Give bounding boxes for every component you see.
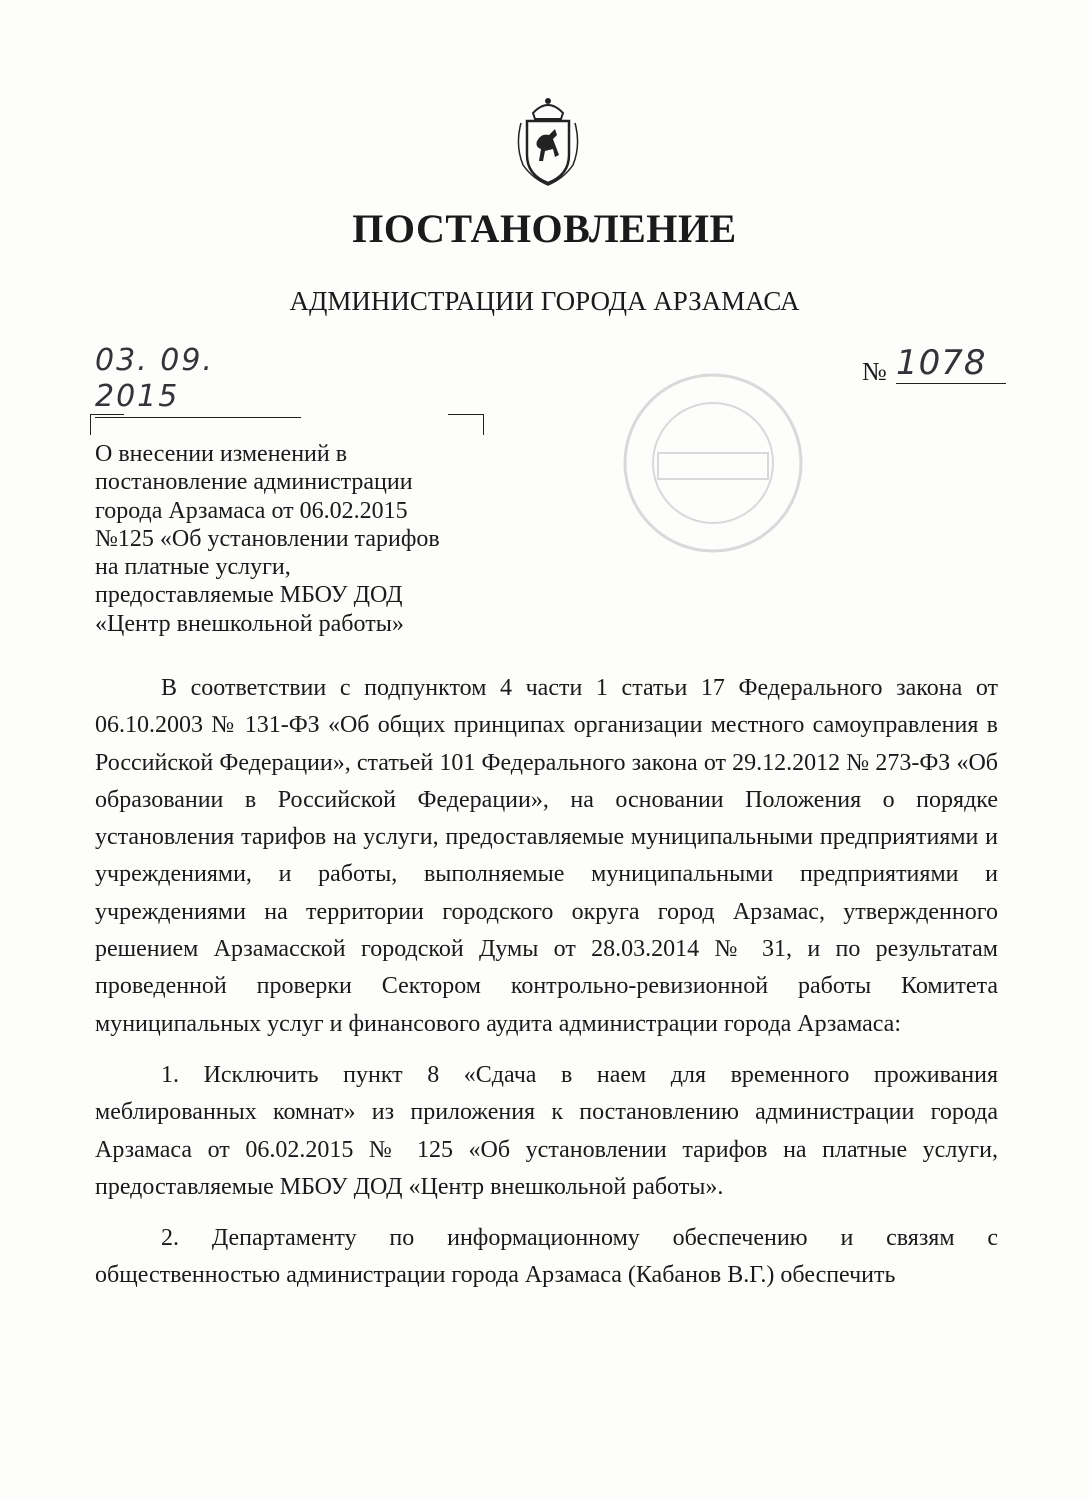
subject-line: города Арзамаса от 06.02.2015 bbox=[95, 497, 408, 524]
subject-line: предоставляемые МБОУ ДОД bbox=[95, 582, 403, 609]
issuer-name: АДМИНИСТРАЦИИ ГОРОДА АРЗАМАСА bbox=[289, 286, 800, 316]
subject-bracket-right bbox=[448, 414, 484, 435]
document-date: 03. 09. 2015 bbox=[95, 343, 301, 418]
number-sign: № bbox=[862, 357, 887, 386]
clause-2: 2. Департаменту по информационному обеспечению и связям с общественностью администрации города Арзамаса (Кабанов В.Г.) обеспечить bbox=[95, 1225, 998, 1289]
subject-line: на платные услуги, bbox=[95, 554, 291, 581]
preamble-paragraph: В соответствии с подпунктом 4 части 1 статьи 17 Федерального закона от 06.10.2003 № 131-ФЗ «Об общих принципах организации местного самоуправления в Российской Федерации», статьей 101 Федерального закона от 29.12.2012 № 273-ФЗ «Об образовании в Российской Федерации», на основании Положения о порядке установления тарифов на услуги, предоставляемые муниципальными предприятиями и учреждениями, и работы, выполняемые муниципальными предприятиями и учреждениями на территории городского округа город Арзамас, утвержденного решением Арзамасской городской Думы от 28.03.2014 № 31, и по результатам проведенной проверки Сектором контрольно-ревизионной работы Комитета муниципальных услуг и финансового аудита администрации города Арзамаса: bbox=[95, 675, 998, 1037]
document-number: 1078 bbox=[896, 343, 1006, 384]
subject-line: постановление администрации bbox=[95, 469, 413, 496]
subject-line: «Центр внешкольной работы» bbox=[95, 610, 404, 637]
document-title: ПОСТАНОВЛЕНИЕ bbox=[352, 206, 737, 251]
faded-stamp-icon bbox=[618, 368, 808, 558]
coat-of-arms-icon bbox=[513, 95, 583, 187]
document-subject bbox=[95, 440, 495, 638]
clause-1: 1. Исключить пункт 8 «Сдача в наем для временного проживания меблированных комнат» из приложения к постановлению администрации города Арзамаса от 06.02.2015 № 125 «Об установлении тарифов на платные услуги, предоставляемые МБОУ ДОД «Центр внешкольной работы». bbox=[95, 1061, 998, 1200]
subject-bracket-left bbox=[90, 414, 124, 435]
document-body bbox=[95, 670, 998, 1295]
subject-line: О внесении изменений в bbox=[95, 441, 348, 467]
subject-line: №125 «Об установлении тарифов bbox=[95, 525, 440, 552]
